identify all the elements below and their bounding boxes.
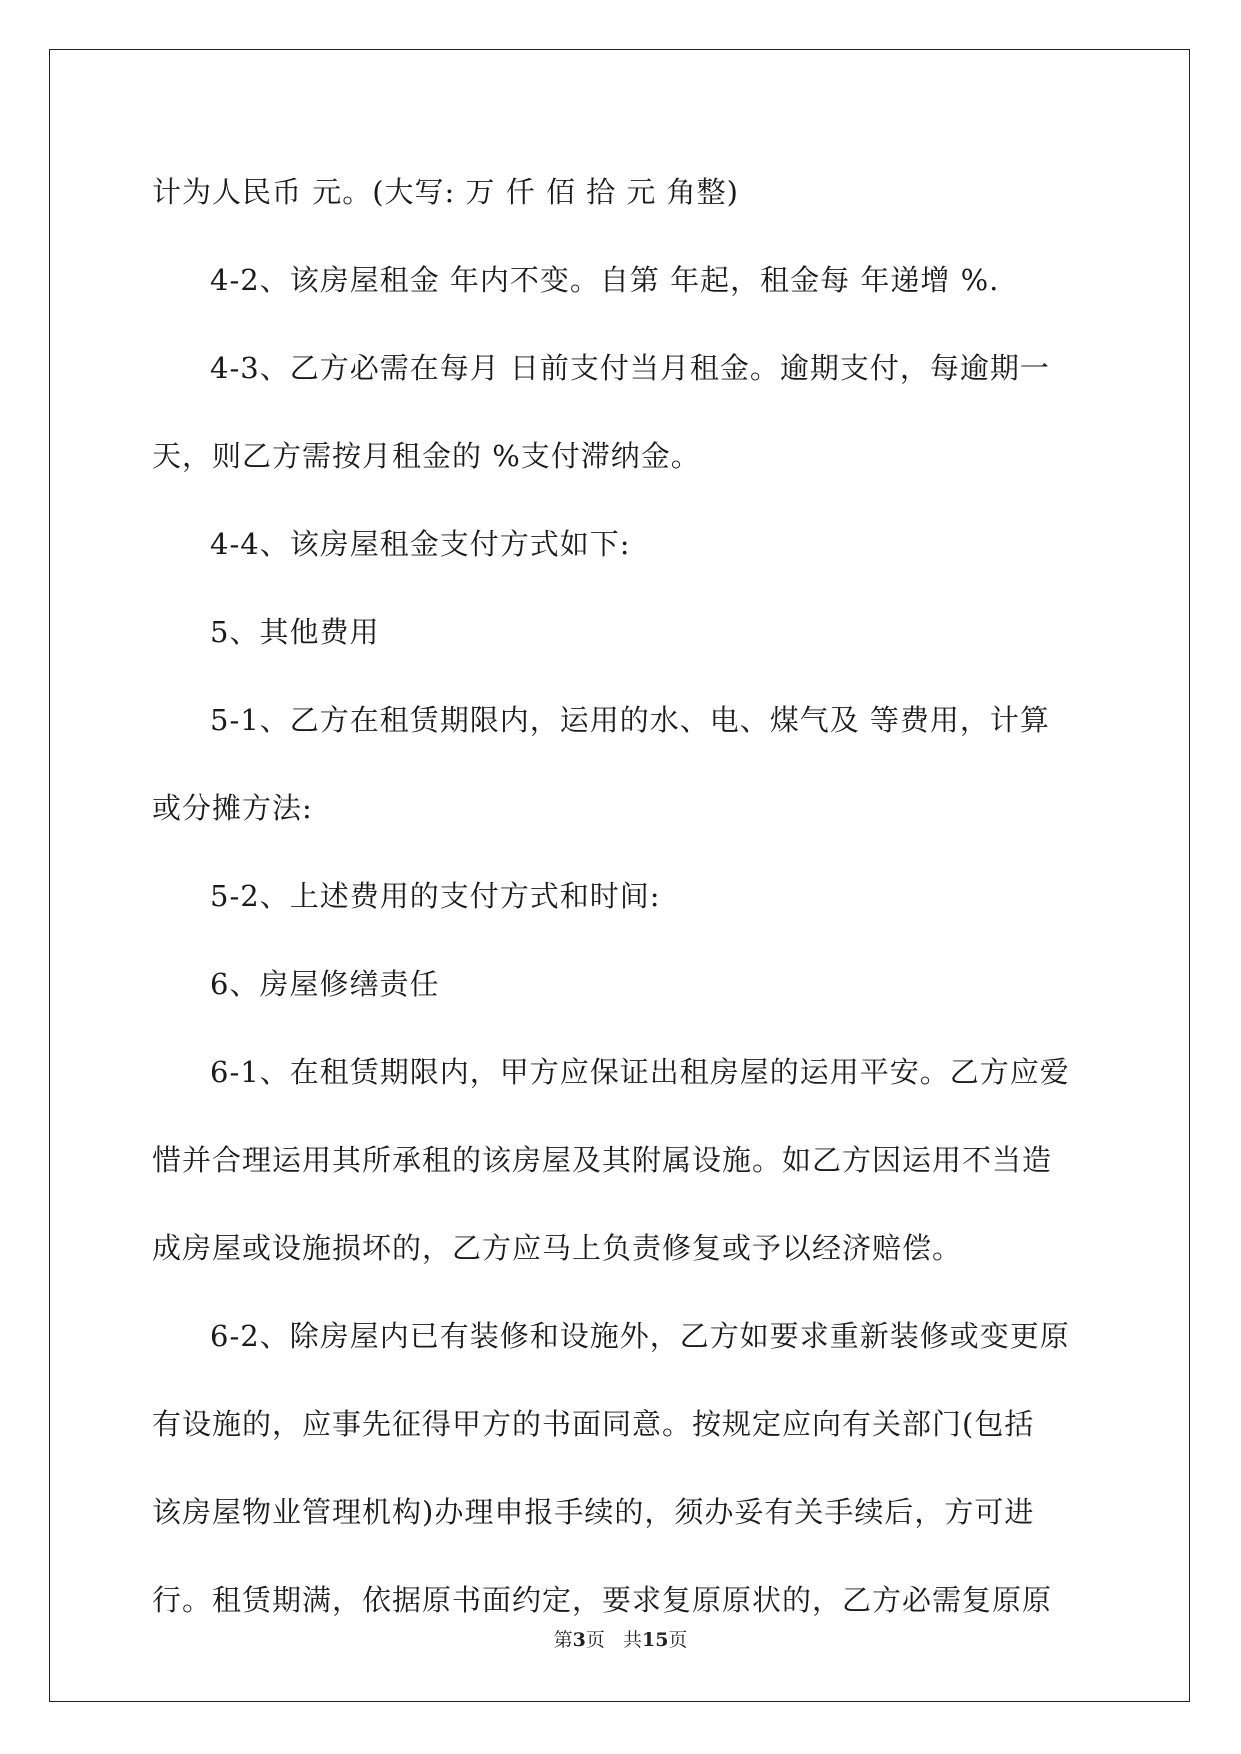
page-prefix: 第 xyxy=(553,1629,573,1651)
text-line: 成房屋或设施损坏的，乙方应马上负责修复或予以经济赔偿。 xyxy=(152,1231,963,1265)
total-prefix: 共 xyxy=(622,1629,642,1651)
text-line: 计为人民币 元。(大写: 万 仟 佰 拾 元 角整) xyxy=(152,175,739,209)
clause-5-1: 5-1、乙方在租赁期限内，运用的水、电、煤气及 等费用，计算 xyxy=(210,703,1050,737)
text-line: 有设施的，应事先征得甲方的书面同意。按规定应向有关部门(包括 xyxy=(152,1407,1035,1441)
total-pages: 15 xyxy=(641,1629,669,1651)
text-line: 天，则乙方需按月租金的 %支付滞纳金。 xyxy=(152,439,701,473)
clause-6-2: 6-2、除房屋内已有装修和设施外，乙方如要求重新装修或变更原 xyxy=(210,1319,1070,1353)
section-6-heading: 6、房屋修缮责任 xyxy=(210,967,440,1001)
text-line: 或分摊方法: xyxy=(152,791,313,825)
page-footer xyxy=(0,1625,1241,1652)
clause-4-2: 4-2、该房屋租金 年内不变。自第 年起，租金每 年递增 %. xyxy=(210,263,1000,297)
page-number: 3 xyxy=(572,1629,586,1651)
text-line: 惜并合理运用其所承租的该房屋及其附属设施。如乙方因运用不当造 xyxy=(152,1143,1053,1177)
page-suffix: 页 xyxy=(585,1629,605,1651)
total-suffix: 页 xyxy=(668,1629,688,1651)
text-line: 行。租赁期满，依据原书面约定，要求复原原状的，乙方必需复原原 xyxy=(152,1583,1053,1617)
document-body xyxy=(152,160,1092,1632)
clause-4-4: 4-4、该房屋租金支付方式如下: xyxy=(210,527,631,561)
clause-6-1: 6-1、在租赁期限内，甲方应保证出租房屋的运用平安。乙方应爱 xyxy=(210,1055,1070,1089)
clause-4-3: 4-3、乙方必需在每月 日前支付当月租金。逾期支付，每逾期一 xyxy=(210,351,1050,385)
clause-5-2: 5-2、上述费用的支付方式和时间: xyxy=(210,879,661,913)
section-5-heading: 5、其他费用 xyxy=(210,615,380,649)
text-line: 该房屋物业管理机构)办理申报手续的，须办妥有关手续后，方可进 xyxy=(152,1495,1035,1529)
